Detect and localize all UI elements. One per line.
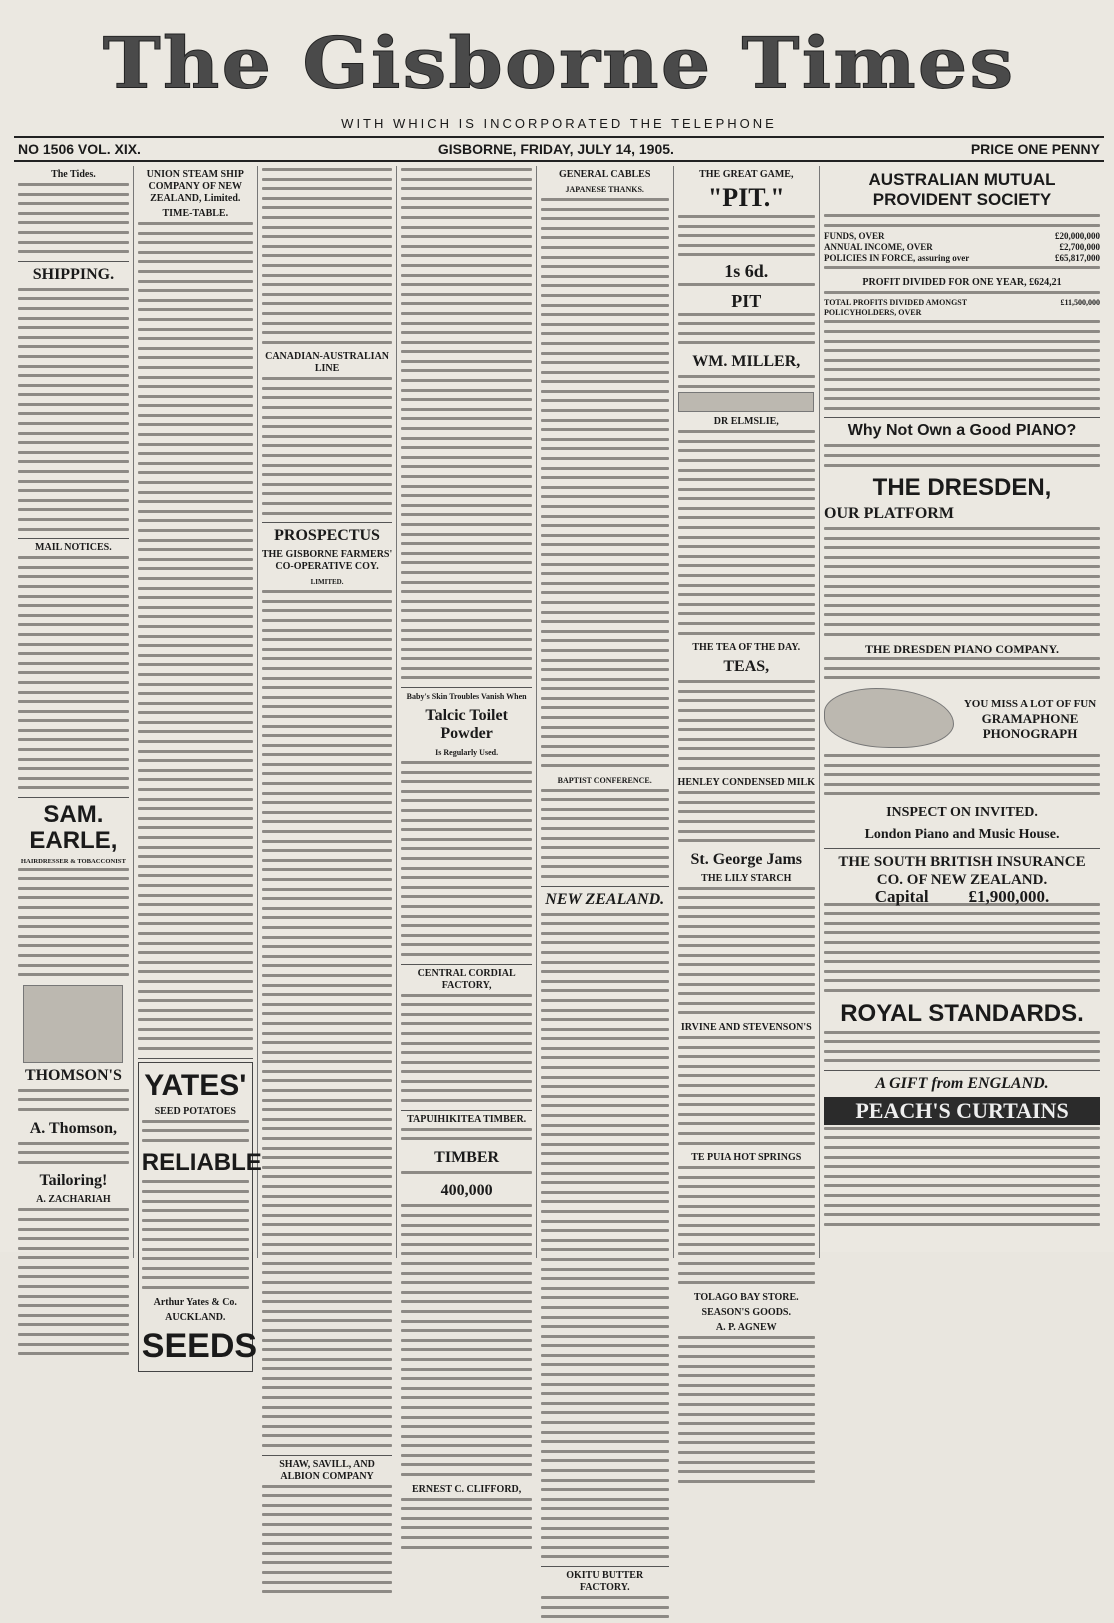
capital-value: £1,900,000. — [968, 886, 1050, 906]
column-2 — [134, 166, 262, 1365]
union-heading: UNION STEAM SHIP COMPANY OF NEW ZEALAND, Limited. — [146, 169, 244, 204]
masthead-title: The Gisborne Times — [102, 22, 1016, 104]
timber-feet: 400,000 — [440, 1182, 493, 1200]
limited-label: LIMITED. — [310, 578, 344, 587]
column-6 — [674, 166, 821, 1333]
baptist-conference-heading: BAPTIST CONFERENCE. — [557, 775, 652, 785]
yates-advertisement — [138, 1062, 262, 1372]
yates-company: Arthur Yates & Co. — [153, 1296, 237, 1308]
thomsons-heading: THOMSON'S — [24, 1066, 122, 1084]
column-5 — [537, 166, 674, 1593]
mail-notices-heading: MAIL NOTICES. — [35, 542, 112, 554]
gift-heading: A GIFT from ENGLAND. — [875, 1074, 1049, 1092]
japanese-thanks-heading: JAPANESE THANKS. — [565, 185, 644, 194]
funds-value: £20,000,000 — [1055, 231, 1100, 242]
agnew-name: A. P. AGNEW — [715, 1321, 777, 1333]
teas-heading: TEAS, — [723, 658, 770, 676]
phonograph-heading: PHONOGRAPH — [982, 725, 1078, 741]
profit-divided: PROFIT DIVIDED FOR ONE YEAR, £624,21 — [862, 276, 1062, 288]
platform-heading: OUR PLATFORM — [824, 505, 954, 523]
funds-label: FUNDS, OVER — [824, 231, 885, 242]
new-zealand-heading: NEW ZEALAND. — [545, 890, 665, 908]
pit-second: PIT — [731, 290, 762, 311]
london-piano-heading: London Piano and Music House. — [864, 826, 1060, 842]
column-7 — [820, 166, 1104, 1258]
timetable-heading: TIME-TABLE. — [162, 208, 229, 219]
clifford-heading: ERNEST C. CLIFFORD, — [411, 1483, 522, 1495]
dresden-company: THE DRESDEN PIANO COMPANY. — [865, 642, 1060, 657]
policies-value: £65,817,000 — [1055, 253, 1100, 264]
earle-subheading: HAIRDRESSER & TOBACCONIST — [20, 858, 126, 866]
tea-of-day-heading: THE TEA OF THE DAY. — [692, 642, 801, 654]
seed-potatoes: SEED POTATOES — [154, 1105, 236, 1117]
peach-curtains-heading: PEACH'S CURTAINS — [824, 1097, 1100, 1125]
sciatica-illustration — [678, 392, 814, 412]
cordial-factory-heading: CENTRAL CORDIAL FACTORY, — [417, 967, 516, 991]
shipping-heading: SHIPPING. — [32, 265, 115, 283]
tapuihikitea-heading: TAPUIHIKITEA TIMBER. — [407, 1113, 527, 1125]
total-profits-label: TOTAL PROFITS DIVIDED AMONGST POLICYHOLDERS, OVER — [824, 298, 967, 318]
policies-label: POLICIES IN FORCE, assuring over — [824, 253, 970, 264]
column-3 — [258, 166, 398, 1482]
price: PRICE ONE PENNY — [970, 141, 1100, 157]
zachariah-name: A. ZACHARIAH — [36, 1194, 111, 1206]
columns — [14, 166, 1104, 1593]
place-date: GISBORNE, FRIDAY, JULY 14, 1905. — [437, 141, 674, 157]
column-4 — [397, 166, 537, 1495]
piano-heading: Why Not Own a Good PIANO? — [847, 422, 1077, 440]
pit-price-1: 1s 6d. — [724, 260, 769, 281]
miller-heading: WM. MILLER, — [692, 352, 801, 370]
tailoring-heading: Tailoring! — [39, 1172, 108, 1190]
south-british-heading: THE SOUTH BRITISH INSURANCE CO. OF NEW ZEALAND. — [838, 853, 1086, 888]
royal-standards-heading: ROYAL STANDARDS. — [840, 999, 1084, 1027]
seasons-goods: SEASON'S GOODS. — [701, 1306, 791, 1318]
timber-heading: TIMBER — [434, 1148, 500, 1166]
masthead — [14, 8, 1104, 118]
canadian-australian-heading: CANADIAN-AUSTRALIAN LINE — [265, 351, 390, 375]
thomson-name: A. Thomson, — [29, 1119, 118, 1137]
shaw-savill-heading: SHAW, SAVILL, AND ALBION COMPANY — [279, 1458, 375, 1482]
issue-number: NO 1506 VOL. XIX. — [18, 141, 141, 157]
talcic-sub: Is Regularly Used. — [435, 748, 499, 758]
yates-city: AUCKLAND. — [165, 1311, 226, 1323]
reliable-heading: RELIABLE — [141, 1149, 262, 1177]
henley-heading: HENLEY CONDENSED MILK — [677, 777, 815, 789]
capital-label: Capital — [874, 886, 929, 906]
inspect-heading: INSPECT ON INVITED. — [886, 804, 1038, 820]
tolaga-store: TOLAGO BAY STORE. — [693, 1291, 799, 1303]
prospectus-heading: PROSPECTUS — [274, 527, 380, 545]
lily-starch: THE LILY STARCH — [701, 872, 792, 884]
gramophone-heading: GRAMAPHONE — [981, 710, 1079, 726]
st-george-jams: St. George Jams — [690, 850, 803, 868]
take-good-advice-illustration — [23, 985, 123, 1063]
gramophone-illustration — [824, 688, 954, 748]
okitu-heading: OKITU BUTTER FACTORY. — [566, 1569, 644, 1593]
general-cables-heading: GENERAL CABLES — [559, 169, 651, 180]
talcic-heading: Talcic Toilet Powder — [425, 707, 508, 743]
te-puia-heading: TE PUIA HOT SPRINGS — [691, 1152, 802, 1164]
pit-heading: "PIT." — [707, 183, 785, 212]
farmers-coop-heading: THE GISBORNE FARMERS' CO-OPERATIVE COY. — [261, 549, 393, 573]
income-value: £2,700,000 — [1059, 242, 1100, 253]
elmslie-heading: DR ELMSLIE, — [713, 416, 779, 428]
dateline — [14, 136, 1104, 162]
yates-heading: YATES' — [144, 1068, 247, 1102]
masthead-subtitle: WITH WHICH IS INCORPORATED THE TELEPHONE — [341, 116, 777, 131]
tides-heading: The Tides. — [51, 169, 96, 180]
talcic-intro: Baby's Skin Troubles Vanish When — [406, 692, 527, 702]
dresden-heading: THE DRESDEN, — [872, 474, 1052, 502]
income-label: ANNUAL INCOME, OVER — [824, 242, 933, 253]
miss-fun-heading: YOU MISS A LOT OF FUN — [963, 697, 1097, 710]
column-1 — [14, 166, 134, 1258]
great-game-heading: THE GREAT GAME, — [699, 169, 794, 180]
amp-heading: AUSTRALIAN MUTUAL PROVIDENT SOCIETY — [868, 170, 1056, 209]
total-profits-value: £11,500,000 — [1060, 298, 1100, 308]
irvine-stevenson: IRVINE AND STEVENSON'S — [680, 1022, 812, 1033]
earle-heading: SAM. EARLE, — [29, 801, 118, 855]
seeds-heading: SEEDS — [141, 1326, 258, 1365]
